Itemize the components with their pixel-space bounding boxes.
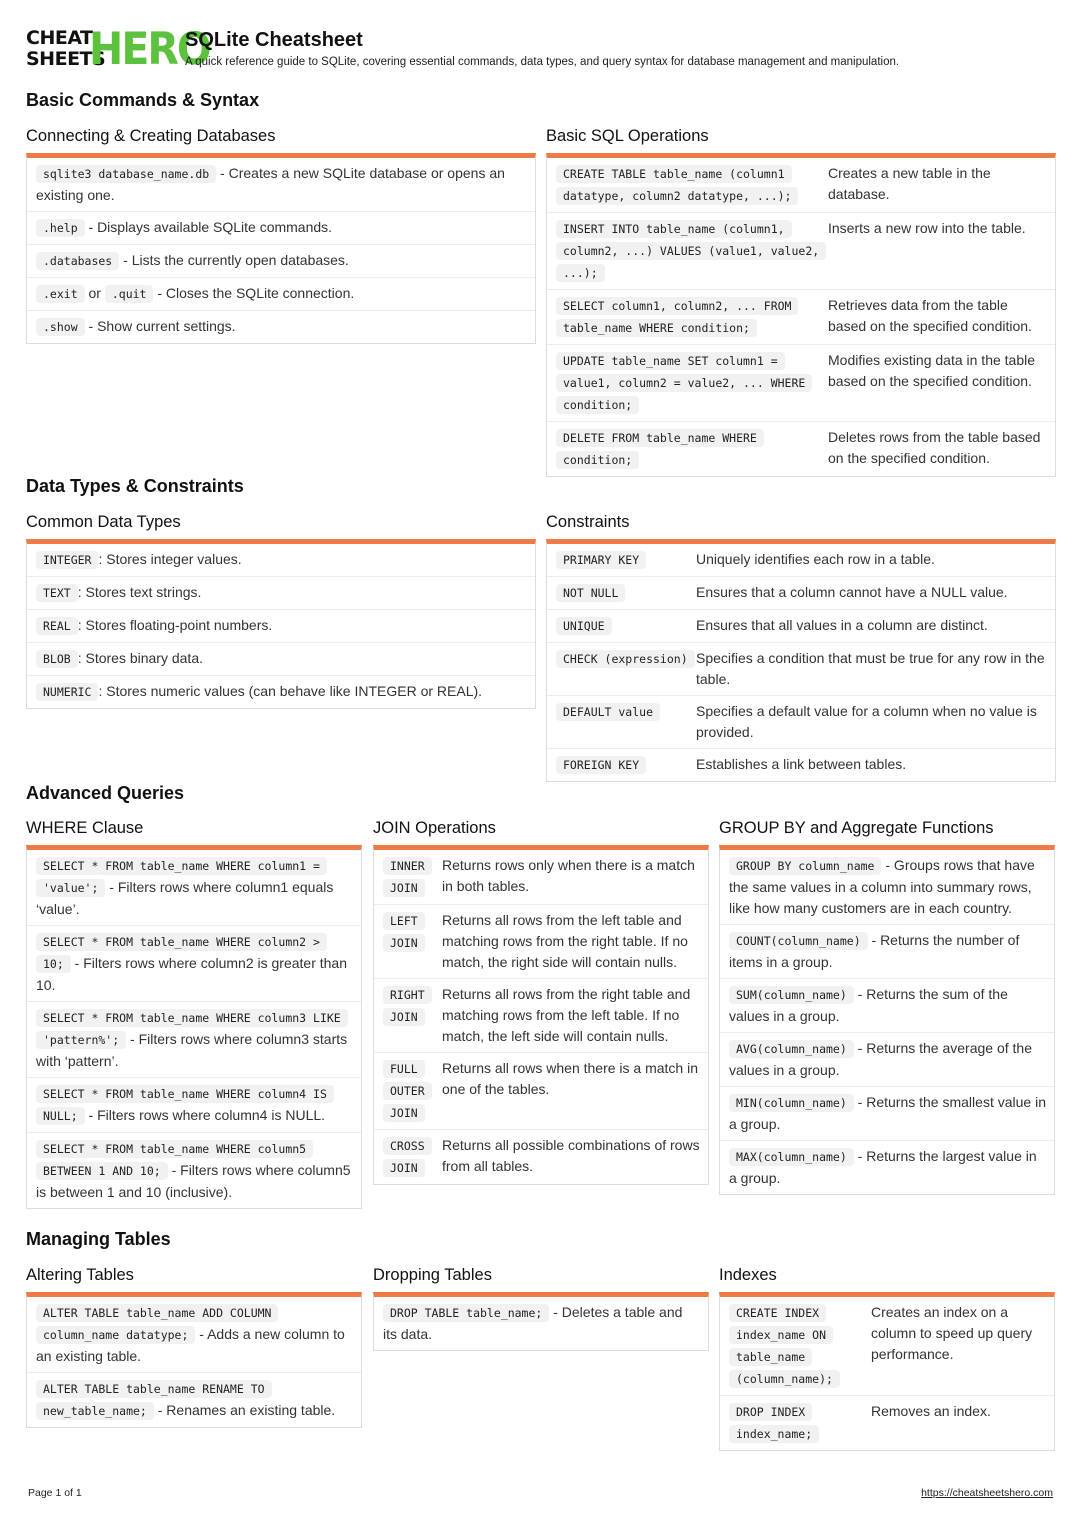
row-key <box>383 910 442 973</box>
list-item <box>27 926 361 1002</box>
table-row <box>374 1053 708 1130</box>
row-description: - Filters rows where column1 equals ‘value’. <box>36 879 334 917</box>
card-body <box>546 153 1056 477</box>
logo-hero-text: HERO <box>89 22 210 75</box>
list-item <box>374 1297 708 1350</box>
code-snippet: NUMERIC <box>36 683 98 701</box>
row-description: Creates an index on a column to speed up query performance. <box>871 1304 1033 1362</box>
row-description: - Closes the SQLite connection. <box>153 285 355 301</box>
card-where-clause <box>26 818 362 1209</box>
code-snippet: CROSS JOIN <box>383 1137 432 1177</box>
card-join-operations <box>373 818 709 1185</box>
row-description: Returns rows only when there is a match in both tables. <box>442 857 695 894</box>
list-item <box>27 158 535 212</box>
card-constraints <box>546 512 1056 782</box>
row-key <box>556 163 828 207</box>
code-snippet: CREATE TABLE table_name (column1 datatype, column2 datatype, ...); <box>556 165 798 205</box>
list-item <box>720 979 1054 1033</box>
card-basic-sql <box>546 126 1056 477</box>
card-body <box>26 153 536 344</box>
card-body <box>26 1292 362 1428</box>
code-snippet: sqlite3 database_name.db <box>36 165 216 183</box>
code-snippet: .exit <box>36 285 85 303</box>
card-title: Basic SQL Operations <box>546 127 709 145</box>
code-snippet: UNIQUE <box>556 617 612 635</box>
card-title: GROUP BY and Aggregate Functions <box>719 819 994 837</box>
table-row <box>374 905 708 979</box>
table-row <box>547 213 1055 290</box>
row-description: Creates a new table in the database. <box>828 165 991 202</box>
row-connector: or <box>84 285 105 301</box>
list-item <box>27 1133 361 1208</box>
list-item <box>27 544 535 577</box>
row-key <box>383 984 442 1047</box>
code-snippet: LEFT JOIN <box>383 912 425 952</box>
table-row <box>720 1396 1054 1450</box>
code-snippet: DEFAULT value <box>556 703 660 721</box>
table-row <box>374 850 708 905</box>
row-description: - Groups rows that have the same values in a column into summary rows, like how many customers are in each country. <box>729 857 1035 916</box>
code-snippet: GROUP BY column_name <box>729 857 881 875</box>
table-row <box>720 1297 1054 1396</box>
code-snippet: INNER JOIN <box>383 857 432 897</box>
card-title: Common Data Types <box>26 513 181 531</box>
code-snippet: SELECT * FROM table_name WHERE column4 IS NULL; <box>36 1085 334 1125</box>
row-key <box>383 1135 442 1179</box>
code-snippet: FULL OUTER JOIN <box>383 1060 432 1122</box>
row-key <box>556 754 696 776</box>
table-row <box>547 290 1055 345</box>
list-item <box>27 676 535 708</box>
list-item <box>27 1002 361 1078</box>
card-title: Indexes <box>719 1266 777 1284</box>
code-snippet: BLOB <box>36 650 78 668</box>
code-snippet: DELETE FROM table_name WHERE condition; <box>556 429 764 469</box>
card-title: WHERE Clause <box>26 819 144 837</box>
row-description: Inserts a new row into the table. <box>828 220 1026 236</box>
table-row <box>547 345 1055 422</box>
code-snippet: .databases <box>36 252 119 270</box>
page-subtitle: A quick reference guide to SQLite, covering essential commands, data types, and query syntax for database management and manipulation. <box>185 56 900 68</box>
code-snippet: .show <box>36 318 85 336</box>
list-item <box>720 1033 1054 1087</box>
code-snippet: RIGHT JOIN <box>383 986 432 1026</box>
code-snippet: COUNT(column_name) <box>729 932 868 950</box>
row-description: - Show current settings. <box>84 318 236 334</box>
row-key <box>383 855 442 899</box>
table-row <box>547 577 1055 610</box>
code-snippet: FOREIGN KEY <box>556 756 646 774</box>
code-snippet: DROP TABLE table_name; <box>383 1304 549 1322</box>
section-title-managing-tables: Managing Tables <box>26 1229 171 1249</box>
list-item <box>27 1078 361 1133</box>
code-snippet: SELECT * FROM table_name WHERE column5 BETWEEN 1 AND 10; <box>36 1140 313 1180</box>
list-item <box>720 925 1054 979</box>
list-item <box>27 245 535 278</box>
table-row <box>547 422 1055 476</box>
list-item <box>720 1141 1054 1194</box>
card-title: Constraints <box>546 513 630 531</box>
list-item <box>27 311 535 343</box>
row-key <box>729 1302 871 1390</box>
code-snippet: MAX(column_name) <box>729 1148 854 1166</box>
row-description: Removes an index. <box>871 1403 991 1419</box>
list-item <box>27 1373 361 1427</box>
website-link[interactable]: https://cheatsheetshero.com <box>921 1487 1053 1499</box>
code-snippet: AVG(column_name) <box>729 1040 854 1058</box>
row-description: Returns all rows when there is a match in one of the tables. <box>442 1060 698 1097</box>
page-header <box>26 22 1056 75</box>
row-key <box>556 427 828 471</box>
row-description: : Stores numeric values (can behave like INTEGER or REAL). <box>98 683 483 699</box>
row-description: - Filters rows where column4 is NULL. <box>84 1107 326 1123</box>
row-description: - Returns the largest value in a group. <box>729 1148 1037 1186</box>
row-description: - Renames an existing table. <box>153 1402 336 1418</box>
row-description: Ensures that a column cannot have a NULL value. <box>696 584 1008 600</box>
logo-wordmark: CHEAT SHEETS <box>26 27 106 70</box>
code-snippet: .quit <box>105 285 154 303</box>
row-key <box>556 582 696 604</box>
card-body <box>546 539 1056 782</box>
row-description: - Returns the average of the values in a group. <box>729 1040 1032 1078</box>
row-key <box>729 1401 871 1445</box>
row-description: : Stores integer values. <box>98 551 242 567</box>
row-description: Returns all rows from the right table and matching rows from the left table. If no match, the left side will contain nulls. <box>442 986 691 1044</box>
row-description: - Deletes a table and its data. <box>383 1304 683 1342</box>
row-description: : Stores floating-point numbers. <box>77 617 273 633</box>
section-title-data-types: Data Types & Constraints <box>26 476 244 496</box>
row-description: Uniquely identifies each row in a table. <box>696 551 935 567</box>
list-item <box>27 1297 361 1373</box>
row-key <box>556 350 828 416</box>
card-body <box>719 845 1055 1195</box>
card-body <box>373 1292 709 1351</box>
list-item <box>27 610 535 643</box>
section-title-advanced-queries: Advanced Queries <box>26 783 185 803</box>
card-group-by <box>719 818 1055 1195</box>
table-row <box>547 749 1055 781</box>
row-description: - Returns the sum of the values in a group. <box>729 986 1008 1024</box>
card-connecting <box>26 126 536 344</box>
card-title: Connecting & Creating Databases <box>26 127 276 145</box>
table-row <box>547 643 1055 696</box>
page-title: SQLite Cheatsheet <box>185 29 363 51</box>
code-snippet: SELECT column1, column2, ... FROM table_name WHERE condition; <box>556 297 798 337</box>
section-title-basic-commands: Basic Commands & Syntax <box>26 90 260 110</box>
code-snippet: SELECT * FROM table_name WHERE column1 = 'value'; <box>36 857 327 897</box>
row-description: : Stores binary data. <box>77 650 203 666</box>
code-snippet: MIN(column_name) <box>729 1094 854 1112</box>
card-title: Dropping Tables <box>373 1266 492 1284</box>
code-snippet: TEXT <box>36 584 78 602</box>
list-item <box>27 278 535 311</box>
row-description: Ensures that all values in a column are distinct. <box>696 617 988 633</box>
code-snippet: UPDATE table_name SET column1 = value1, column2 = value2, ... WHERE condition; <box>556 352 812 414</box>
code-snippet: DROP INDEX index_name; <box>729 1403 819 1443</box>
table-row <box>547 696 1055 749</box>
code-snippet: ALTER TABLE table_name ADD COLUMN column_name datatype; <box>36 1304 278 1344</box>
card-body <box>26 539 536 709</box>
row-description: Returns all rows from the left table and matching rows from the right table. If no match, the right side will contain nulls. <box>442 912 688 970</box>
card-title: Altering Tables <box>26 1266 134 1284</box>
list-item <box>27 643 535 676</box>
code-snippet: SUM(column_name) <box>729 986 854 1004</box>
row-description: - Filters rows where column2 is greater than 10. <box>36 955 347 993</box>
list-item <box>27 850 361 926</box>
card-data-types <box>26 512 536 709</box>
cheatsheetshero-logo[interactable] <box>26 22 210 75</box>
row-description: Returns all possible combinations of rows from all tables. <box>442 1137 700 1174</box>
list-item <box>27 577 535 610</box>
row-description: Modifies existing data in the table based on the specified condition. <box>828 352 1036 389</box>
code-snippet: INSERT INTO table_name (column1, column2, ...) VALUES (value1, value2, ...); <box>556 220 826 282</box>
row-description: Retrieves data from the table based on the specified condition. <box>828 297 1032 334</box>
table-row <box>374 1130 708 1184</box>
code-snippet: NOT NULL <box>556 584 625 602</box>
row-description: Specifies a condition that must be true for any row in the table. <box>696 650 1045 687</box>
page-number: Page 1 of 1 <box>28 1487 82 1499</box>
card-title: JOIN Operations <box>373 819 496 837</box>
list-item <box>27 212 535 245</box>
row-description: - Lists the currently open databases. <box>119 252 349 268</box>
row-description: - Adds a new column to an existing table. <box>36 1326 345 1364</box>
row-description: - Returns the number of items in a group. <box>729 932 1020 970</box>
code-snippet: SELECT * FROM table_name WHERE column3 LIKE 'pattern%'; <box>36 1009 348 1049</box>
row-description: Deletes rows from the table based on the specified condition. <box>828 429 1041 466</box>
card-dropping-tables <box>373 1265 709 1351</box>
row-description: - Filters rows where column5 is between 1 and 10 (inclusive). <box>36 1162 351 1200</box>
row-description: : Stores text strings. <box>77 584 202 600</box>
row-key <box>556 615 696 637</box>
code-snippet: INTEGER <box>36 551 98 569</box>
row-key <box>556 295 828 339</box>
row-key <box>556 549 696 571</box>
row-description: - Returns the smallest value in a group. <box>729 1094 1046 1132</box>
card-body <box>719 1292 1055 1451</box>
card-body <box>26 845 362 1209</box>
row-description: Establishes a link between tables. <box>696 756 907 772</box>
list-item <box>720 1087 1054 1141</box>
card-body <box>373 845 709 1185</box>
table-row <box>547 610 1055 643</box>
table-row <box>374 979 708 1053</box>
card-indexes <box>719 1265 1055 1451</box>
row-key <box>556 648 696 690</box>
code-snippet: REAL <box>36 617 78 635</box>
row-description: - Creates a new SQLite database or opens an existing one. <box>36 165 505 203</box>
code-snippet: SELECT * FROM table_name WHERE column2 > 10; <box>36 933 327 973</box>
table-row <box>547 158 1055 213</box>
table-row <box>547 544 1055 577</box>
code-snippet: ALTER TABLE table_name RENAME TO new_table_name; <box>36 1380 272 1420</box>
card-altering-tables <box>26 1265 362 1428</box>
code-snippet: CHECK (expression) <box>556 650 695 668</box>
row-key <box>383 1058 442 1124</box>
row-description: - Displays available SQLite commands. <box>84 219 333 235</box>
list-item <box>720 850 1054 925</box>
row-key <box>556 701 696 743</box>
code-snippet: CREATE INDEX index_name ON table_name (column_name); <box>729 1304 840 1388</box>
row-key <box>556 218 828 284</box>
code-snippet: .help <box>36 219 85 237</box>
row-description: Specifies a default value for a column when no value is provided. <box>696 703 1037 740</box>
row-description: - Filters rows where column3 starts with ‘pattern’. <box>36 1031 348 1069</box>
code-snippet: PRIMARY KEY <box>556 551 646 569</box>
